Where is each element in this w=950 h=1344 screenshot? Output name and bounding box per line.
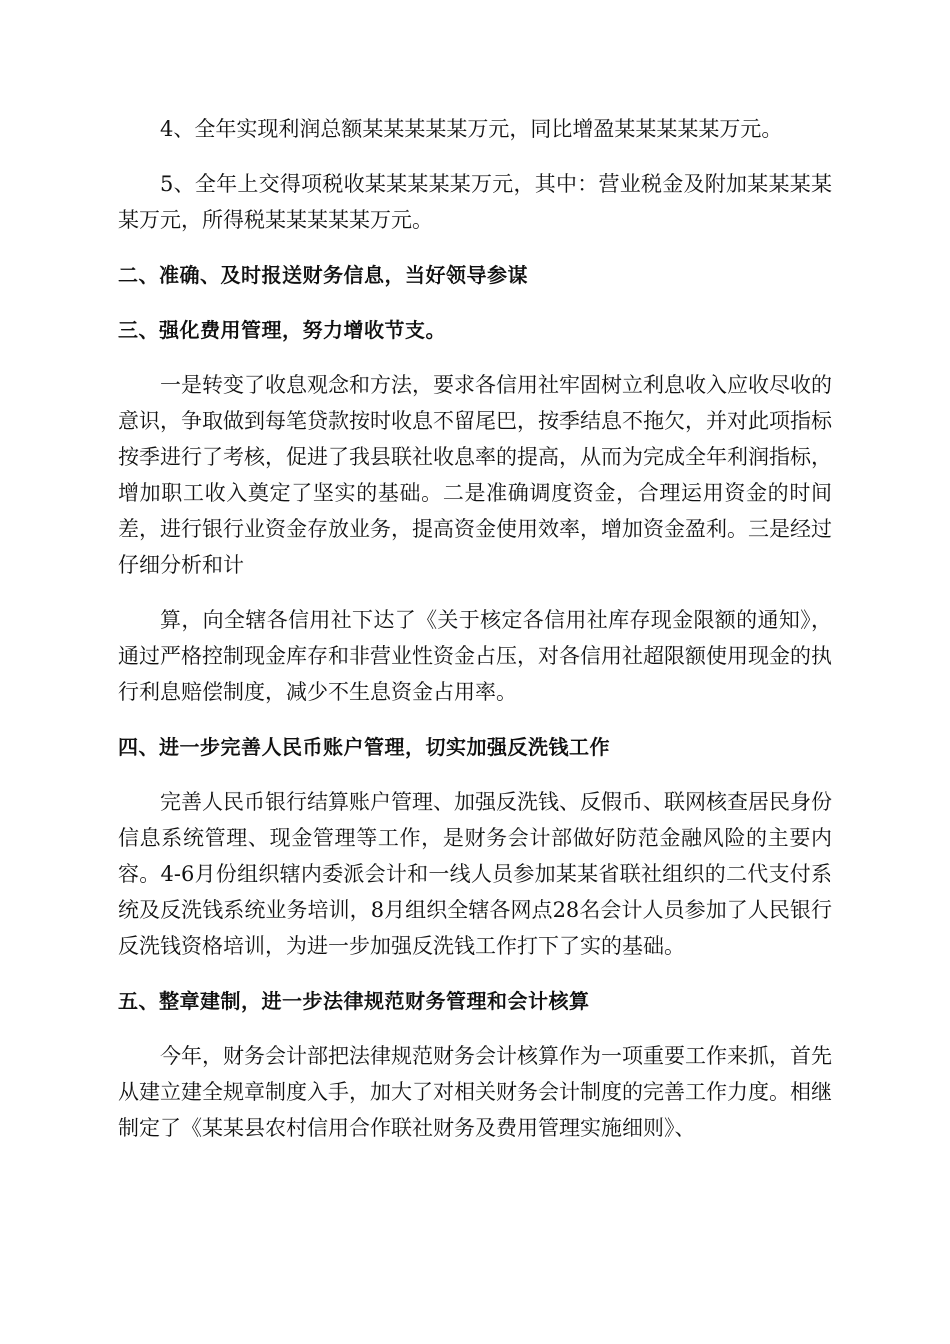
paragraph-profit: 4、全年实现利润总额某某某某某万元，同比增盈某某某某某万元。 xyxy=(160,117,783,141)
paragraph-regulations: 今年，财务会计部把法律规范财务会计核算作为一项重要工作来抓，首先从建立建全规章制度入手，加大了对相关财务会计制度的完善工作力度。相继制定了《某某县农村信用合作联社财务及费用管理实施细则》、 xyxy=(118,1044,832,1140)
paragraph-cash-limit: 算，向全辖各信用社下达了《关于核定各信用社库存现金限额的通知》，通过严格控制现金库存和非营业性资金占压，对各信用社超限额使用现金的执行利息赔偿制度，减少不生息资金占用率。 xyxy=(118,608,832,704)
paragraph-cost-management: 一是转变了收息观念和方法，要求各信用社牢固树立利息收入应收尽收的意识，争取做到每笔贷款按时收息不留尾巴，按季结息不拖欠，并对此项指标按季进行了考核，促进了我县联社收息率的提高，从而为完成全年利润指标，增加职工收入奠定了坚实的基础。二是准确调度资金，合理运用资金的时间差，进行银行业资金存放业务，提高资金使用效率，增加资金盈利。三是经过仔细分析和计 xyxy=(118,373,832,577)
paragraph-anti-money-laundering: 完善人民币银行结算账户管理、加强反洗钱、反假币、联网核查居民身份信息系统管理、现金管理等工作，是财务会计部做好防范金融风险的主要内容。4-6月份组织辖内委派会计和一线人员参加某某省联社组织的二代支付系统及反洗钱系统业务培训，8月组织全辖各网点28名会计人员参加了人民银行反洗钱资格培训，为进一步加强反洗钱工作打下了实的基础。 xyxy=(118,790,832,958)
heading-section-4: 四、进一步完善人民币账户管理，切实加强反洗钱工作 xyxy=(118,735,610,759)
heading-section-2: 二、准确、及时报送财务信息，当好领导参谋 xyxy=(118,263,528,287)
heading-section-5: 五、整章建制，进一步法律规范财务管理和会计核算 xyxy=(118,989,590,1013)
paragraph-tax: 5、全年上交得项税收某某某某某万元，其中：营业税金及附加某某某某某万元，所得税某某某某某万元。 xyxy=(118,172,832,232)
document-body xyxy=(118,111,832,1165)
heading-section-3: 三、强化费用管理，努力增收节支。 xyxy=(118,318,446,342)
